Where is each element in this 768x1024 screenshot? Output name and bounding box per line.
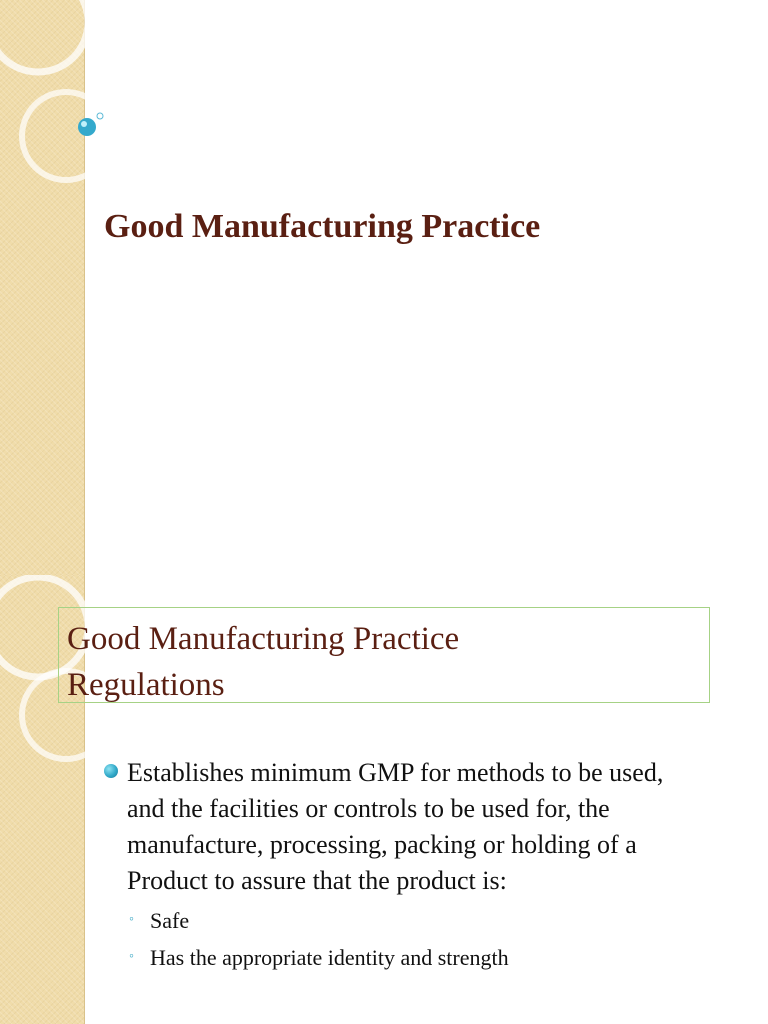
circle-ring-decoration-icon: [0, 0, 130, 200]
bullet-text: Establishes minimum GMP for methods to be used, and the facilities or controls to be used for, the manufacture, processing, packing or holding of a Product to assure that the product is:: [127, 758, 664, 895]
slide-2: [0, 575, 768, 1024]
sub-bullet-list: [104, 903, 704, 977]
slide-title-line-1: Good Manufacturing Practice: [67, 621, 460, 657]
ring-sub-bullet-icon: ◦: [129, 912, 134, 927]
sub-bullet-text: Has the appropriate identity and strength: [150, 945, 509, 970]
slide-title-line-2: Regulations: [67, 667, 225, 703]
blue-orb-icon: [78, 118, 96, 136]
ring-sub-bullet-icon: ◦: [129, 949, 134, 964]
slide-title: Good Manufacturing Practice: [104, 208, 541, 245]
sub-bullet-text: Safe: [150, 908, 190, 933]
blue-orb-bullet-icon: [104, 764, 118, 778]
sub-list-item: [127, 940, 704, 977]
slide-title: [67, 616, 707, 708]
title-placeholder-box: [58, 607, 710, 703]
list-item: [104, 755, 704, 899]
bullet-list: [104, 755, 704, 977]
sub-list-item: [127, 903, 704, 940]
